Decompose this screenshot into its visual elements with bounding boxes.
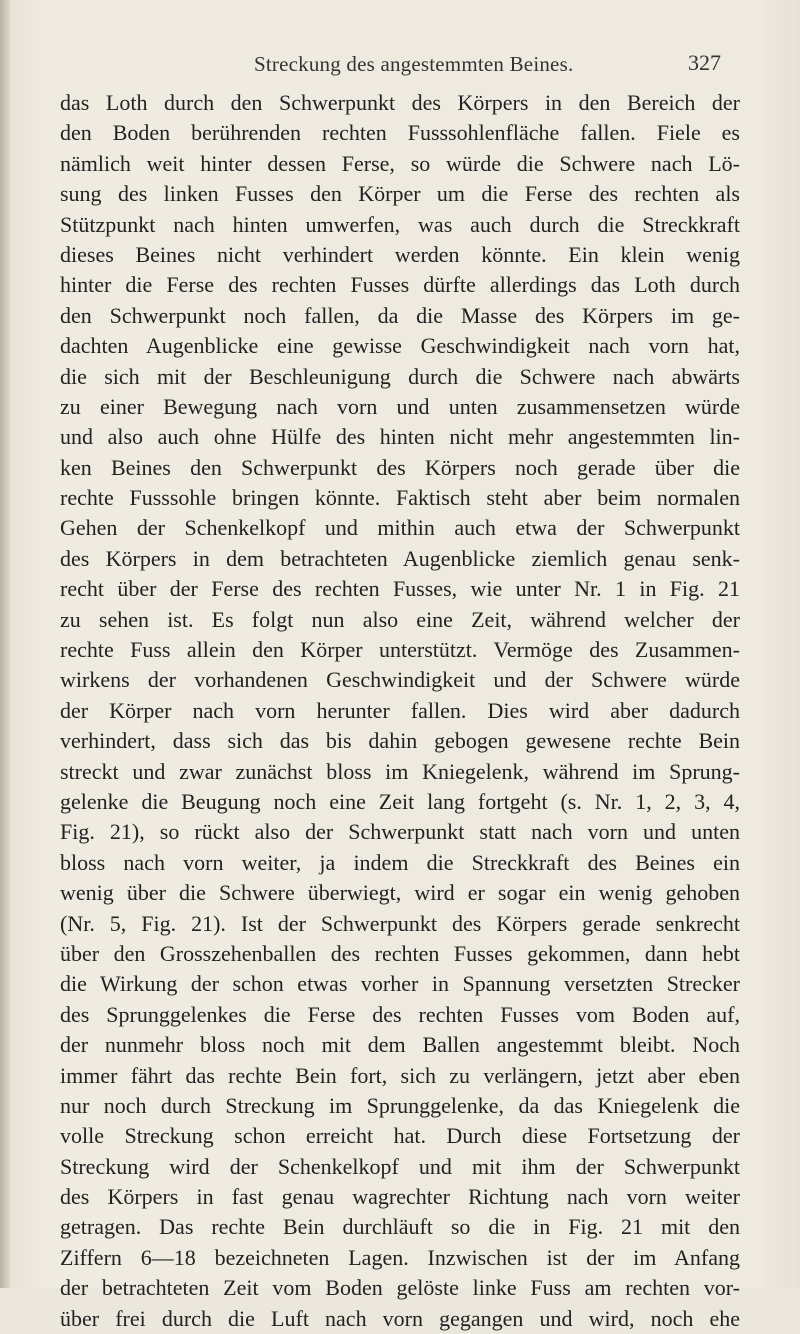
body-text [60, 88, 740, 1334]
page-number: 327 [688, 50, 721, 75]
text-line: zu einer Bewegung nach vorn und unten zusammensetzen würde [60, 393, 740, 419]
text-line: rechte Fusssohle bringen könnte. Faktisch steht aber beim normalen [60, 485, 740, 511]
text-line: bloss nach vorn weiter, ja indem die Streckkraft des Beines ein [60, 849, 740, 875]
text-line: Stützpunkt nach hinten umwerfen, was auch durch die Streckkraft [60, 211, 740, 237]
text-line: (Nr. 5, Fig. 21). Ist der Schwerpunkt des Körpers gerade senkrecht [60, 910, 740, 936]
text-line: über den Grosszehenballen des rechten Fusses gekommen, dann hebt [60, 940, 740, 966]
text-line: die Wirkung der schon etwas vorher in Spannung versetzten Strecker [60, 971, 740, 997]
text-line: und also auch ohne Hülfe des hinten nicht mehr angestemmten lin- [60, 424, 740, 450]
text-line: der betrachteten Zeit vom Boden gelöste linke Fuss am rechten vor- [60, 1275, 740, 1301]
text-line: streckt und zwar zunächst bloss im Kniegelenk, während im Sprung- [60, 758, 740, 784]
text-line: dachten Augenblicke eine gewisse Geschwindigkeit nach vorn hat, [60, 333, 740, 359]
text-line: Gehen der Schenkelkopf und mithin auch etwa der Schwerpunkt [60, 515, 740, 541]
text-line: Streckung wird der Schenkelkopf und mit ihm der Schwerpunkt [60, 1153, 740, 1179]
text-line: recht über der Ferse des rechten Fusses, wie unter Nr. 1 in Fig. 21 [60, 576, 740, 602]
text-line: immer fährt das rechte Bein fort, sich zu verlängern, jetzt aber eben [60, 1062, 740, 1088]
text-line: hinter die Ferse des rechten Fusses dürfte allerdings das Loth durch [60, 272, 740, 298]
text-line: über frei durch die Luft nach vorn gegangen und wird, noch ehe [60, 1305, 740, 1331]
text-line: gelenke die Beugung noch eine Zeit lang fortgeht (s. Nr. 1, 2, 3, 4, [60, 788, 740, 814]
text-line: des Körpers in fast genau wagrechter Richtung nach vorn weiter [60, 1184, 740, 1210]
text-line: volle Streckung schon erreicht hat. Durch diese Fortsetzung der [60, 1123, 740, 1149]
text-line: wirkens der vorhandenen Geschwindigkeit und der Schwere würde [60, 667, 740, 693]
text-line: wenig über die Schwere überwiegt, wird er sogar ein wenig gehoben [60, 880, 740, 906]
text-line: das Loth durch den Schwerpunkt des Körpers in den Bereich der [60, 90, 740, 115]
text-line: des Körpers in dem betrachteten Augenblicke ziemlich genau senk- [60, 545, 740, 571]
text-line: sung des linken Fusses den Körper um die Ferse des rechten als [60, 181, 740, 207]
binding-edge [0, 0, 10, 1288]
text-line: zu sehen ist. Es folgt nun also eine Zeit, während welcher der [60, 606, 740, 632]
text-line: rechte Fuss allein den Körper unterstützt. Vermöge des Zusammen- [60, 637, 740, 663]
text-line: der nunmehr bloss noch mit dem Ballen angestemmt bleibt. Noch [60, 1032, 740, 1058]
text-line: nur noch durch Streckung im Sprunggelenke, da das Kniegelenk die [60, 1092, 740, 1118]
text-line: dieses Beines nicht verhindert werden könnte. Ein klein wenig [60, 241, 740, 267]
text-line: Fig. 21), so rückt also der Schwerpunkt statt nach vorn und unten [60, 819, 740, 845]
text-line: die sich mit der Beschleunigung durch die Schwere nach abwärts [60, 363, 740, 389]
text-line: ken Beines den Schwerpunkt des Körpers noch gerade über die [60, 454, 740, 480]
text-line: der Körper nach vorn herunter fallen. Dies wird aber dadurch [60, 697, 740, 723]
text-line: den Boden berührenden rechten Fusssohlenfläche fallen. Fiele es [60, 120, 740, 146]
running-head: Streckung des angestemmten Beines. [254, 52, 574, 76]
text-line: des Sprunggelenkes die Ferse des rechten Fusses vom Boden auf, [60, 1001, 740, 1027]
text-line: den Schwerpunkt noch fallen, da die Masse des Körpers im ge- [60, 302, 740, 328]
text-line: nämlich weit hinter dessen Ferse, so würde die Schwere nach Lö- [60, 150, 740, 176]
text-line: Ziffern 6—18 bezeichneten Lagen. Inzwischen ist der im Anfang [60, 1244, 740, 1270]
text-line: verhindert, dass sich das bis dahin gebogen gewesene rechte Bein [60, 728, 740, 754]
text-line: getragen. Das rechte Bein durchläuft so die in Fig. 21 mit den [60, 1214, 740, 1240]
